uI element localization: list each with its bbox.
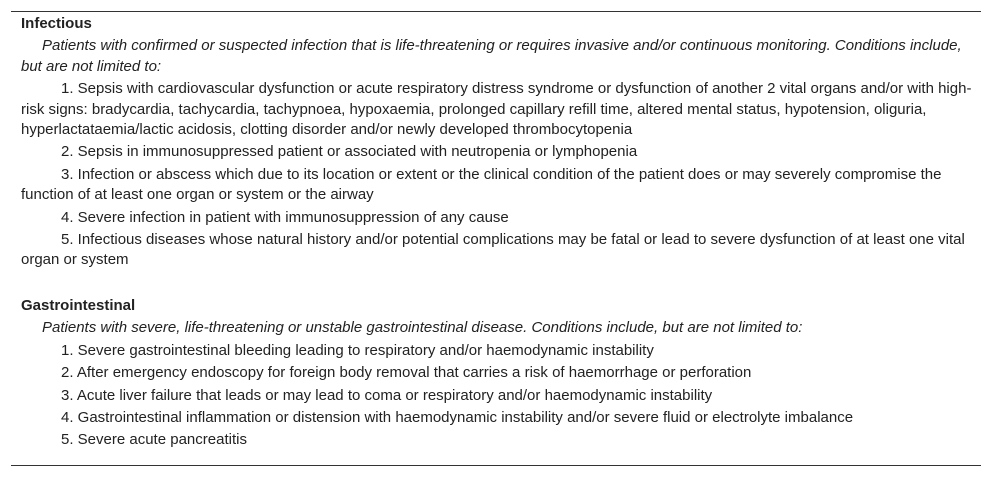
- gastrointestinal-intro-text: Patients with severe, life-threatening or unstable gastrointestinal disease. Conditions include, but are not limited to:: [42, 319, 803, 337]
- gastrointestinal-item-5: [21, 430, 976, 450]
- infectious-section: [21, 14, 976, 271]
- infectious-item-5-text: 5. Infectious diseases whose natural history and/or potential complications may be fatal or lead to severe dysfunction of at least one vital organ or system: [21, 231, 965, 269]
- infectious-heading: Infectious: [21, 15, 92, 32]
- infectious-item-4: [21, 208, 976, 228]
- gastrointestinal-item-2: [21, 363, 976, 383]
- infectious-item-1: [21, 79, 976, 140]
- infectious-item-3: [21, 165, 976, 206]
- infectious-intro: [21, 36, 976, 77]
- gastrointestinal-item-2-text: 2. After emergency endoscopy for foreign body removal that carries a risk of haemorrhage or perforation: [61, 364, 752, 382]
- gastrointestinal-item-3-text: 3. Acute liver failure that leads or may lead to coma or respiratory and/or haemodynamic instability: [61, 386, 713, 404]
- infectious-item-2-text: 2. Sepsis in immunosuppressed patient or associated with neutropenia or lymphopenia: [61, 143, 638, 161]
- gastrointestinal-item-3: [21, 386, 976, 406]
- criteria-content: [21, 14, 976, 451]
- gastrointestinal-heading: Gastrointestinal: [21, 296, 136, 314]
- infectious-intro-text: Patients with confirmed or suspected infection that is life-threatening or requires invasive and/or continuous monitoring. Conditions include, but are not limited to:: [21, 37, 962, 75]
- gastrointestinal-item-4-text: 4. Gastrointestinal inflammation or distension with haemodynamic instability and/or severe fluid or electrolyte imbalance: [61, 408, 854, 426]
- infectious-item-2: [21, 142, 976, 162]
- gastrointestinal-item-1-text: 1. Severe gastrointestinal bleeding leading to respiratory and/or haemodynamic instability: [61, 341, 654, 359]
- infectious-item-1-text: 1. Sepsis with cardiovascular dysfunction or acute respiratory distress syndrome or dysfunction of another 2 vital organs and/or with high-risk signs: bradycardia, tachycardia, tachypnoea, hypoxaemia, prolonged capillary refill time, altered mental status, hypotension, oliguria, hyperlactataemia/lactic acidosis, clotting disorder and/or newly developed thrombocytopenia: [21, 80, 972, 139]
- gastrointestinal-item-5-text: 5. Severe acute pancreatitis: [61, 431, 247, 449]
- infectious-item-4-text: 4. Severe infection in patient with immunosuppression of any cause: [61, 208, 509, 226]
- infectious-item-3-text: 3. Infection or abscess which due to its location or extent or the clinical condition of the patient does or may severely compromise the function of at least one organ or system or the airway: [21, 165, 942, 204]
- infectious-item-5: [21, 230, 976, 271]
- gastrointestinal-item-1: [21, 341, 976, 361]
- gastrointestinal-section: [21, 296, 976, 451]
- gastrointestinal-item-4: [21, 408, 976, 428]
- gastrointestinal-intro: [21, 318, 976, 338]
- section-spacer: [21, 271, 976, 296]
